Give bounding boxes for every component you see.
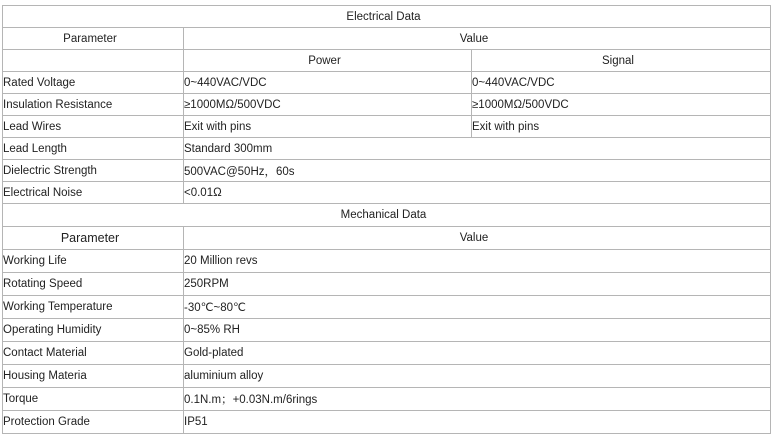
table-row <box>3 116 771 138</box>
power-insulation-resistance: ≥1000MΩ/500VDC <box>184 94 472 116</box>
table-row <box>3 138 771 160</box>
param-insulation-resistance: Insulation Resistance <box>3 94 184 116</box>
value-dielectric-strength: 500VAC@50Hz，60s <box>184 160 771 182</box>
table-row <box>3 160 771 182</box>
table-row <box>3 388 771 411</box>
param-contact-material: Contact Material <box>3 342 184 365</box>
table-row <box>3 72 771 94</box>
subheader-signal: Signal <box>472 50 771 72</box>
table-row <box>3 296 771 319</box>
table-row <box>3 319 771 342</box>
param-protection-grade: Protection Grade <box>3 411 184 434</box>
param-rotating-speed: Rotating Speed <box>3 273 184 296</box>
param-housing-material: Housing Materia <box>3 365 184 388</box>
param-lead-wires: Lead Wires <box>3 116 184 138</box>
table-row <box>3 273 771 296</box>
power-rated-voltage: 0~440VAC/VDC <box>184 72 472 94</box>
mechanical-header-parameter: Parameter <box>3 227 184 250</box>
value-protection-grade: IP51 <box>184 411 771 434</box>
table-row <box>3 182 771 204</box>
electrical-header-parameter: Parameter <box>3 28 184 50</box>
electrical-data-title: Electrical Data <box>3 6 771 28</box>
value-contact-material: Gold-plated <box>184 342 771 365</box>
table-row <box>3 342 771 365</box>
mechanical-data-title: Mechanical Data <box>3 204 771 227</box>
value-working-temperature: -30℃~80℃ <box>184 296 771 319</box>
table-row <box>3 411 771 434</box>
mechanical-header-value: Value <box>184 227 771 250</box>
value-housing-material: aluminium alloy <box>184 365 771 388</box>
signal-rated-voltage: 0~440VAC/VDC <box>472 72 771 94</box>
param-electrical-noise: Electrical Noise <box>3 182 184 204</box>
table-row <box>3 365 771 388</box>
table-row <box>3 94 771 116</box>
power-lead-wires: Exit with pins <box>184 116 472 138</box>
signal-lead-wires: Exit with pins <box>472 116 771 138</box>
param-rated-voltage: Rated Voltage <box>3 72 184 94</box>
value-rotating-speed: 250RPM <box>184 273 771 296</box>
value-operating-humidity: 0~85% RH <box>184 319 771 342</box>
signal-insulation-resistance: ≥1000MΩ/500VDC <box>472 94 771 116</box>
param-working-life: Working Life <box>3 250 184 273</box>
value-electrical-noise: <0.01Ω <box>184 182 771 204</box>
electrical-header-value: Value <box>184 28 771 50</box>
param-torque: Torque <box>3 388 184 411</box>
blank-cell <box>3 50 184 72</box>
value-torque: 0.1N.m；+0.03N.m/6rings <box>184 388 771 411</box>
table-row <box>3 250 771 273</box>
subheader-power: Power <box>184 50 472 72</box>
spec-table <box>2 5 771 434</box>
param-dielectric-strength: Dielectric Strength <box>3 160 184 182</box>
param-lead-length: Lead Length <box>3 138 184 160</box>
value-lead-length: Standard 300mm <box>184 138 771 160</box>
param-operating-humidity: Operating Humidity <box>3 319 184 342</box>
value-working-life: 20 Million revs <box>184 250 771 273</box>
param-working-temperature: Working Temperature <box>3 296 184 319</box>
